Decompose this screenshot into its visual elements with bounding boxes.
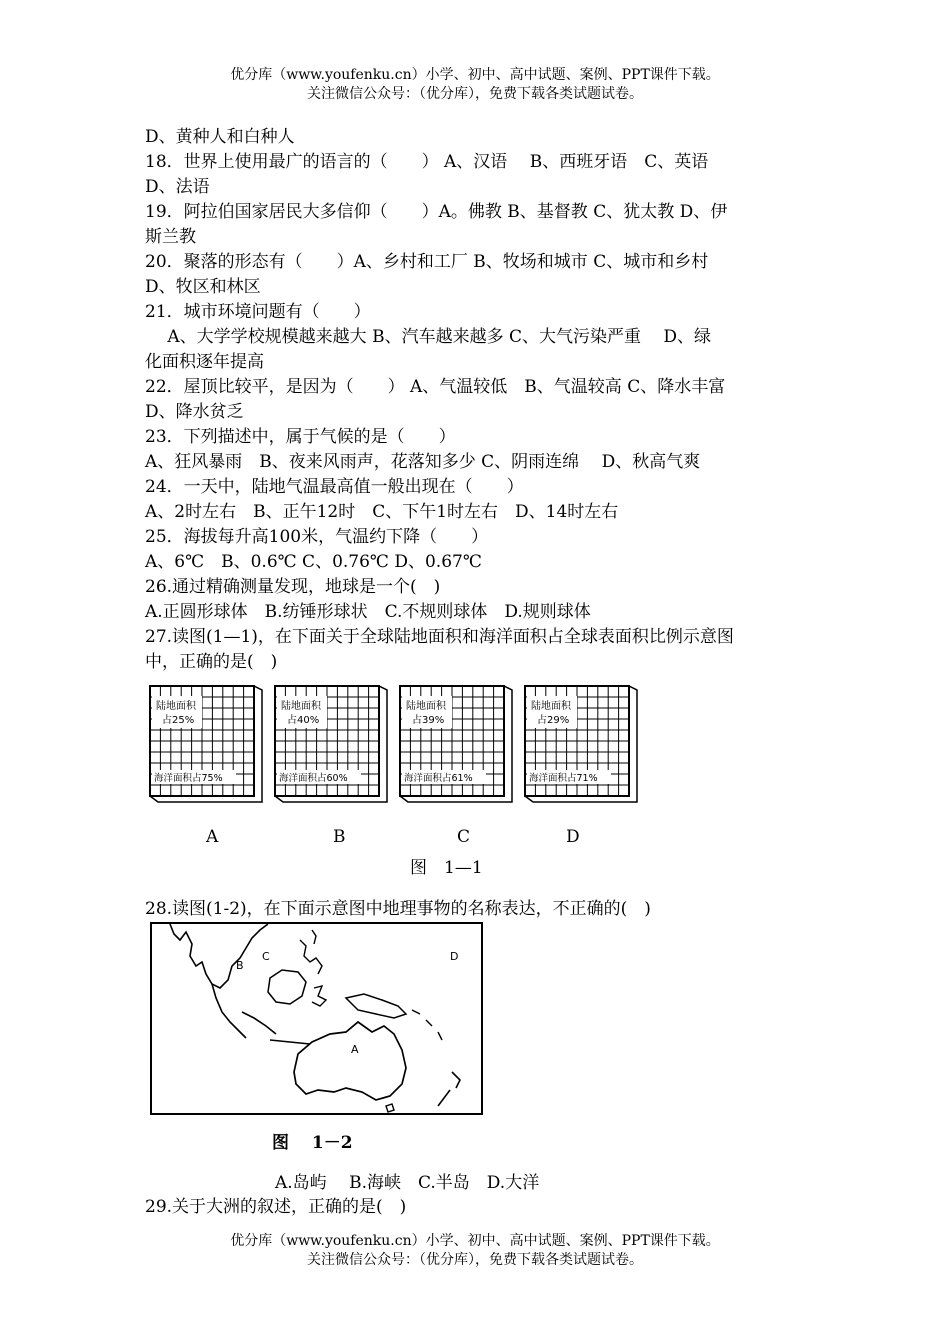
footer-line-1: 优分库（www.youfenku.cn）小学、初中、高中试题、案例、PPT课件下载。: [230, 1233, 720, 1249]
question-18: 18．世界上使用最广的语言的（ ） A、汉语 B、西班牙语 C、英语: [145, 152, 709, 172]
footer-line-2: 关注微信公众号：（优分库），免费下载各类试题试卷。: [307, 1252, 643, 1268]
land-label-d: 陆地面积: [531, 701, 571, 712]
question-20: 20．聚落的形态有（ ）A、乡村和工厂 B、牧场和城市 C、城市和乡村: [145, 252, 709, 272]
land-label-a: 陆地面积: [156, 701, 196, 712]
header-line-2: 关注微信公众号：（优分库），免费下载各类试题试卷。: [307, 86, 643, 102]
text-line: 中，正确的是( ): [145, 652, 278, 672]
question-22: 22．屋顶比较平，是因为（ ） A、气温较低 B、气温较高 C、降水丰富: [145, 377, 726, 397]
land-label-b: 陆地面积: [281, 701, 321, 712]
grid-diagram-d: [523, 682, 641, 812]
option-letter-c: C: [457, 827, 471, 847]
land-pct-d: 占29%: [537, 715, 570, 726]
question-26: 26.通过精确测量发现，地球是一个( ): [145, 577, 441, 597]
question-24: 24．一天中，陆地气温最高值一般出现在（ ）: [145, 477, 524, 497]
header-line-1: 优分库（www.youfenku.cn）小学、初中、高中试题、案例、PPT课件下载。: [230, 67, 720, 83]
text-line: A.正圆形球体 B.纺锤形球状 C.不规则球体 D.规则球体: [145, 602, 591, 622]
text-line: 斯兰教: [145, 227, 196, 247]
land-pct-b: 占40%: [287, 715, 320, 726]
figure-caption-1-2: 图 1－2: [272, 1133, 353, 1153]
q28-options: A.岛屿 B.海峡 C.半岛 D.大洋: [275, 1173, 540, 1193]
map-label-a: A: [351, 1043, 359, 1056]
map-label-b: B: [236, 959, 244, 972]
figure-caption-1-1: 图 1—1: [410, 858, 483, 878]
question-23: 23．下列描述中，属于气候的是（ ）: [145, 427, 456, 447]
grid-diagram-a: [148, 682, 266, 812]
option-letter-a: A: [206, 827, 219, 847]
text-line: D、牧区和林区: [145, 277, 261, 297]
land-pct-c: 占39%: [412, 715, 445, 726]
text-line: A、狂风暴雨 B、夜来风雨声，花落知多少 C、阴雨连绵 D、秋高气爽: [145, 452, 701, 472]
ocean-label-b: 海洋面积占60%: [279, 773, 348, 784]
question-21: 21．城市环境问题有（ ）: [145, 302, 371, 322]
question-29: 29.关于大洲的叙述，正确的是( ): [145, 1197, 407, 1217]
option-letter-b: B: [333, 827, 346, 847]
land-label-c: 陆地面积: [406, 701, 446, 712]
ocean-label-c: 海洋面积占61%: [404, 773, 473, 784]
text-line: 化面积逐年提高: [145, 352, 264, 372]
text-line: A、2时左右 B、正午12时 C、下午1时左右 D、14时左右: [145, 502, 619, 522]
text-line: D、法语: [145, 177, 210, 197]
option-letter-d: D: [566, 827, 580, 847]
question-27: 27.读图(1—1)，在下面关于全球陆地面积和海洋面积占全球表面积比例示意图: [145, 627, 734, 647]
text-line: D、黄种人和白种人: [145, 127, 295, 147]
map-label-c: C: [262, 950, 270, 963]
map-label-d: D: [450, 950, 459, 963]
grid-diagram-b: [273, 682, 391, 812]
land-pct-a: 占25%: [162, 715, 195, 726]
text-line: A、6℃ B、0.6℃ C、0.76℃ D、0.67℃: [145, 552, 482, 572]
question-19: 19．阿拉伯国家居民大多信仰（ ）A。佛教 B、基督教 C、犹太教 D、伊: [145, 202, 728, 222]
question-28: 28.读图(1-2)，在下面示意图中地理事物的名称表达，不正确的( ): [145, 899, 651, 919]
map-figure: [150, 922, 484, 1116]
grid-diagram-c: [398, 682, 516, 812]
ocean-label-d: 海洋面积占71%: [529, 773, 598, 784]
text-line: A、大学学校规模越来越大 B、汽车越来越多 C、大气污染严重 D、绿: [145, 327, 712, 347]
ocean-label-a: 海洋面积占75%: [154, 773, 223, 784]
text-line: D、降水贫乏: [145, 402, 244, 422]
question-25: 25．海拔每升高100米，气温约下降（ ）: [145, 527, 489, 547]
